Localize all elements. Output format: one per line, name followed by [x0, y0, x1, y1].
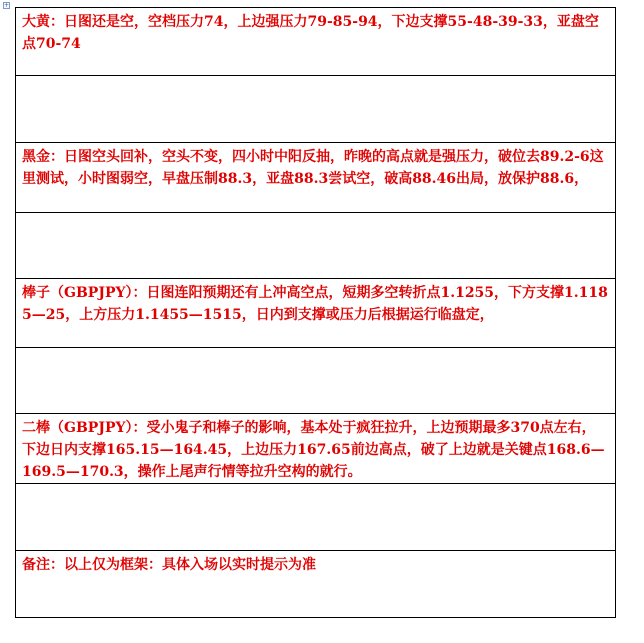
table-row: [16, 76, 616, 143]
table-cell[interactable]: [16, 484, 616, 551]
table-cell[interactable]: [16, 8, 616, 76]
cell-text-heijin: 黑金：日图空头回补，空头不变，四小时中阳反抽，昨晚的高点就是强压力，破位去89.2-6这里测试，小时图弱空，早盘压制88.3，亚盘88.3尝试空，破高88.46出局，放保护88.6，: [22, 149, 604, 187]
table-cell[interactable]: [16, 348, 616, 414]
table-cell[interactable]: [16, 414, 616, 484]
table-cell[interactable]: [16, 76, 616, 143]
table-move-handle-icon[interactable]: +: [4, 2, 10, 9]
cell-text-dahuang: 大黄：日图还是空，空档压力74，上边强压力79-85-94，下边支撑55-48-39-33，亚盘空点70-74: [22, 14, 599, 52]
cell-text-erbang: 二棒（GBPJPY）：受小鬼子和棒子的影响，基本处于疯狂拉升，上边预期最多370点左右，下边日内支撑165.15—164.45，上边压力167.65前边高点，破了上边就是关键点168.6—169.5—170.3，操作上尾声行情等拉升空构的就行。: [22, 420, 605, 480]
table-row: [16, 8, 616, 76]
cell-text-bangzi: 棒子（GBPJPY）：日图连阳预期还有上冲高空点，短期多空转折点1.1255，下方支撑1.1185—25，上方压力1.1455—1515，日内到支撑或压力后根据运行临盘定，: [22, 285, 608, 323]
table-cell[interactable]: [16, 279, 616, 348]
document-table: [15, 7, 616, 618]
table-row: [16, 414, 616, 484]
table-cell[interactable]: [16, 143, 616, 213]
table-row: [16, 143, 616, 213]
table-cell[interactable]: [16, 213, 616, 279]
table-cell[interactable]: [16, 551, 616, 618]
table-row: [16, 279, 616, 348]
table-row: [16, 484, 616, 551]
table-row: [16, 551, 616, 618]
table-row: [16, 213, 616, 279]
cell-text-note: 备注：以上仅为框架：具体入场以实时提示为准: [22, 557, 316, 573]
table-row: [16, 348, 616, 414]
